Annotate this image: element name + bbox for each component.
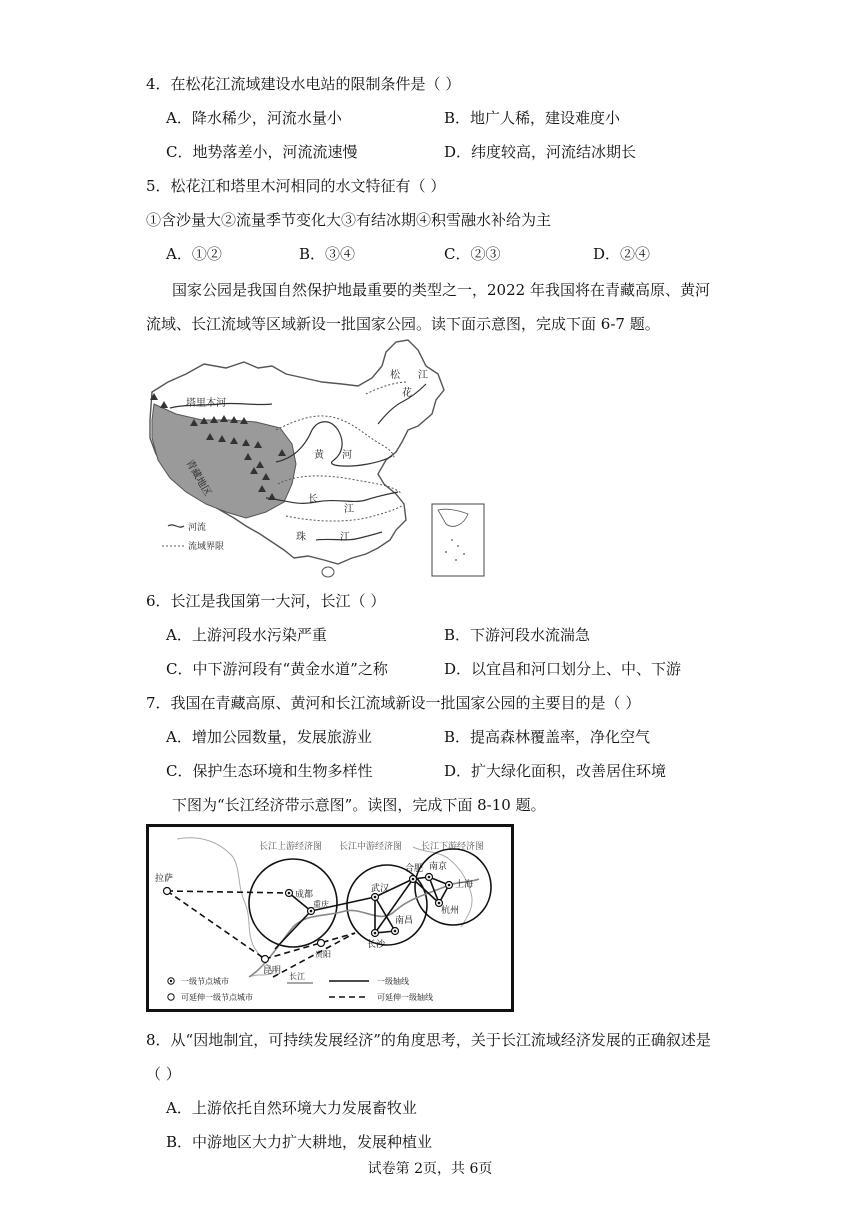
page-footer: 试卷第 2页，共 6页 — [367, 1161, 493, 1177]
q8-stem-bracket: （ ） — [146, 1065, 181, 1083]
legend-axis-ext: 可延伸一级轴线 — [377, 993, 433, 1002]
city-nanchang: 南昌 — [395, 916, 414, 926]
q8-option-b: B．中游地区大力扩大耕地，发展种植业 — [166, 1133, 433, 1151]
city-wuhan: 武汉 — [371, 884, 390, 894]
q8-option-a: A．上游依托自然环境大力发展畜牧业 — [166, 1099, 417, 1117]
legend-boundary: 流域界限 — [188, 542, 225, 552]
q6-option-d: D．以宜昌和河口划分上、中、下游 — [444, 660, 682, 678]
yangtze-economic-belt-map — [146, 824, 514, 1012]
label-jiang-song: 江 — [418, 370, 428, 381]
city-kunming: 昆明 — [263, 966, 282, 976]
city-hefei: 合肥 — [405, 864, 424, 874]
q6-stem: 6．长江是我国第一大河，长江（ ） — [146, 592, 386, 610]
q7-option-a: A．增加公园数量，发展旅游业 — [166, 728, 372, 746]
q5-stem: 5．松花江和塔里木河相同的水文特征有（ ） — [146, 177, 446, 195]
label-chang: 长 — [308, 494, 318, 505]
city-guiyang: 贵阳 — [315, 950, 331, 959]
q5-option-c: C．②③ — [444, 245, 501, 263]
label-jiang-zhu: 江 — [340, 532, 350, 543]
label-zhu: 珠 — [296, 532, 306, 543]
q7-option-d: D．扩大绿化面积，改善居住环境 — [444, 762, 667, 780]
q7-stem: 7．我国在青藏高原、黄河和长江流域新设一批国家公园的主要目的是（ ） — [146, 694, 641, 712]
q4-option-b: B．地广人稀，建设难度小 — [444, 109, 621, 127]
legend-river: 河流 — [188, 523, 207, 533]
title-lower: 长江下游经济图 — [421, 842, 485, 852]
q6-option-b: B．下游河段水流湍急 — [444, 626, 591, 644]
q5-option-d: D．②④ — [593, 245, 651, 263]
q5-items: ①含沙量大②流量季节变化大③有结冰期④积雪融水补给为主 — [146, 211, 552, 229]
label-hua: 花 — [402, 388, 412, 399]
city-shanghai: 上海 — [455, 880, 474, 890]
legend-axis1: 一级轴线 — [377, 977, 409, 986]
label-tarim: 塔里木河 — [186, 398, 226, 409]
label-huang: 黄 — [314, 450, 324, 461]
legend-node-ext: 可延伸一级节点城市 — [181, 993, 253, 1002]
q6-option-a: A．上游河段水污染严重 — [166, 626, 327, 644]
passage2: 下图为“长江经济带示意图”。读图，完成下面 8-10 题。 — [172, 796, 546, 814]
passage1-line1: 国家公园是我国自然保护地最重要的类型之一，2022 年我国将在青藏高原、黄河 — [172, 281, 710, 299]
q4-option-c: C．地势落差小，河流流速慢 — [166, 143, 358, 161]
legend-node1: 一级节点城市 — [181, 977, 229, 986]
q4-option-d: D．纬度较高，河流结冰期长 — [444, 143, 637, 161]
label-qingzang: 青藏地区 — [183, 458, 213, 499]
q4-stem: 4．在松花江流域建设水电站的限制条件是（ ） — [146, 75, 461, 93]
label-song: 松 — [390, 370, 400, 381]
q5-option-b: B．③④ — [299, 245, 356, 263]
title-middle: 长江中游经济图 — [339, 842, 403, 852]
label-jiang-chang: 江 — [344, 504, 354, 515]
city-nanjing: 南京 — [429, 862, 448, 872]
q6-option-c: C．中下游河段有“黄金水道”之称 — [166, 660, 388, 678]
label-he: 河 — [342, 450, 352, 461]
china-map — [146, 334, 508, 580]
city-lasa: 拉萨 — [155, 874, 174, 884]
city-hangzhou: 杭州 — [441, 906, 460, 916]
city-changsha: 长沙 — [367, 940, 386, 950]
city-chongqing: 重庆 — [313, 900, 329, 909]
legend-river: 长江 — [289, 972, 305, 981]
q8-stem: 8．从“因地制宜，可持续发展经济”的角度思考，关于长江流域经济发展的正确叙述是 — [146, 1031, 711, 1049]
title-upper: 长江上游经济图 — [259, 842, 323, 852]
q7-option-c: C．保护生态环境和生物多样性 — [166, 762, 373, 780]
passage1-line2: 流域、长江流域等区域新设一批国家公园。读下面示意图，完成下面 6-7 题。 — [146, 315, 660, 333]
q4-option-a: A．降水稀少，河流水量小 — [166, 109, 342, 127]
q7-option-b: B．提高森林覆盖率，净化空气 — [444, 728, 651, 746]
q5-option-a: A．①② — [166, 245, 222, 263]
city-chengdu: 成都 — [295, 890, 314, 900]
